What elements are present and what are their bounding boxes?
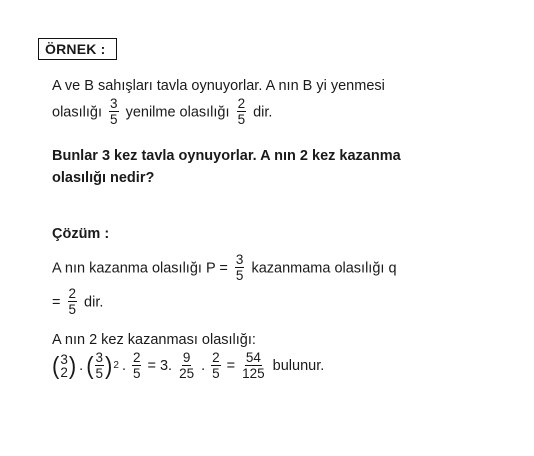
fraction-denominator: 5	[68, 302, 77, 317]
dot-operator: .	[201, 358, 206, 374]
solution-text-2a: =	[52, 294, 61, 311]
fraction-numerator: 3	[95, 349, 104, 365]
fraction-numerator: 2	[237, 96, 246, 111]
equals-sign: =	[226, 358, 236, 374]
fraction-denominator: 5	[110, 112, 118, 127]
dot-operator: .	[121, 358, 126, 374]
solution-text-2b: dir.	[84, 294, 104, 311]
fraction-numerator: 2	[132, 349, 141, 365]
fraction-denominator: 5	[132, 365, 141, 381]
question-text-1: Bunlar 3 kez tavla oynuyorlar. A nın 2 kez kazanma	[52, 148, 401, 164]
fraction-denominator: 25	[179, 365, 195, 381]
term-fraction-2	[132, 351, 142, 380]
win-probability-fraction	[109, 97, 119, 126]
term-fraction-3	[178, 351, 195, 380]
fraction-denominator: 5	[237, 112, 246, 127]
fraction-denominator: 125	[242, 365, 265, 381]
solution-line-3	[52, 328, 494, 352]
fraction-denominator: 5	[212, 365, 220, 381]
solution-title-text: Çözüm :	[52, 226, 110, 242]
power-base-fraction	[95, 351, 105, 380]
question-line-2	[52, 166, 494, 190]
binomial-bottom: 2	[60, 365, 68, 380]
example-heading: ÖRNEK :	[38, 38, 117, 60]
question-text-2: olasılığı nedir?	[52, 170, 155, 186]
fraction-numerator: 54	[245, 349, 261, 365]
term-fraction-4	[211, 351, 221, 380]
right-paren: )	[68, 351, 77, 380]
solution-text-3: A nın 2 kez kazanması olasılığı:	[52, 332, 256, 348]
problem-text-2c: dir.	[253, 104, 273, 121]
fraction-numerator: 2	[212, 349, 220, 365]
left-paren: (	[52, 351, 60, 380]
problem-line-1	[52, 74, 494, 98]
formula-tail: bulunur.	[272, 358, 325, 374]
equals-three: = 3.	[147, 358, 173, 374]
binomial-top: 3	[60, 352, 68, 367]
binomial-coefficient	[52, 353, 76, 379]
fraction-denominator: 5	[235, 268, 244, 283]
p-fraction	[235, 253, 245, 282]
solution-line-2	[52, 288, 494, 317]
fraction-numerator: 3	[110, 96, 118, 111]
dot-operator: .	[79, 358, 84, 374]
result-fraction	[241, 351, 266, 380]
problem-text-2b: yenilme olasılığı	[125, 104, 230, 121]
binomial-stack	[60, 353, 68, 379]
solution-title	[52, 222, 494, 246]
fraction-numerator: 3	[235, 252, 244, 267]
solution-text-1a: A nın kazanma olasılığı P =	[52, 260, 228, 277]
lose-probability-fraction	[237, 97, 247, 126]
solution-formula	[52, 350, 494, 382]
fraction-numerator: 2	[68, 286, 77, 301]
problem-line-2	[52, 98, 494, 127]
problem-text-2a: olasılığı	[52, 104, 102, 121]
right-paren: )	[105, 351, 113, 380]
fraction-denominator: 5	[95, 365, 104, 381]
q-fraction	[68, 287, 78, 316]
power-term: ( $\frac{3}{5}$ ) 2	[86, 349, 119, 381]
left-paren: (	[86, 351, 94, 380]
problem-text-1: A ve B sahışları tavla oynuyorlar. A nın B yi yenmesi	[52, 78, 385, 94]
solution-text-1b: kazanmama olasılığı q	[251, 260, 397, 277]
solution-line-1	[52, 254, 494, 283]
fraction-numerator: 9	[182, 349, 191, 365]
question-line-1	[52, 144, 494, 168]
